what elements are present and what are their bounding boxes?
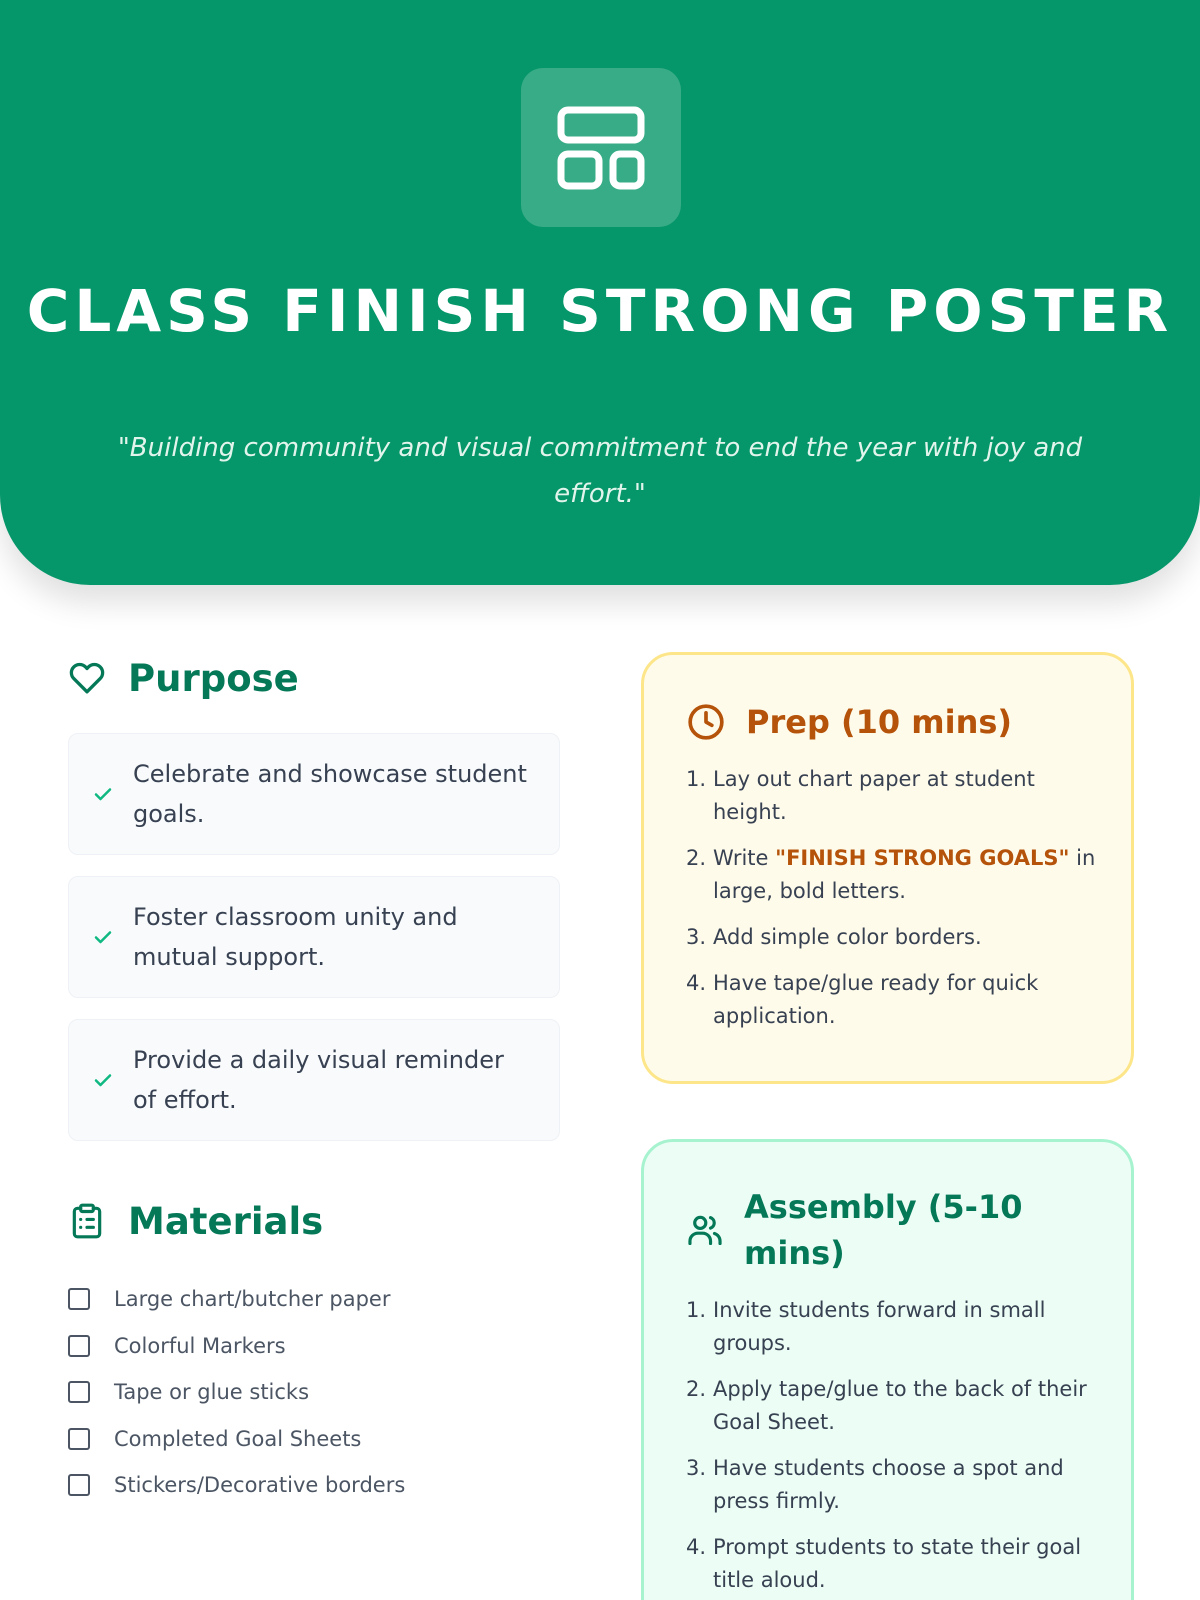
heart-icon <box>68 660 106 696</box>
purpose-item <box>68 1019 560 1141</box>
step-number: 2. <box>686 846 707 870</box>
layout-icon <box>555 102 647 194</box>
step-text <box>713 842 1097 908</box>
list-item <box>686 1294 1097 1360</box>
list-item[interactable] <box>68 1369 568 1416</box>
purpose-heading <box>68 652 299 704</box>
purpose-title: Purpose <box>128 656 299 700</box>
purpose-item-text: Foster classroom unity and mutual support. <box>133 903 458 971</box>
step-number: 3. <box>686 925 707 949</box>
checkbox[interactable] <box>68 1335 90 1357</box>
step-number: 2. <box>686 1377 707 1401</box>
materials-title: Materials <box>128 1199 324 1243</box>
step-text: Have tape/glue ready for quick application. <box>713 971 1039 1028</box>
material-label: Tape or glue sticks <box>114 1380 310 1405</box>
clipboard-icon <box>68 1202 106 1240</box>
purpose-item-text: Celebrate and showcase student goals. <box>133 760 527 828</box>
purpose-item <box>68 876 560 998</box>
materials-list <box>68 1276 568 1509</box>
step-number: 1. <box>686 767 707 791</box>
assembly-card <box>641 1139 1134 1600</box>
list-item[interactable] <box>68 1416 568 1463</box>
page-subtitle: "Building community and visual commitment to end the year with joy and effort." <box>117 433 1083 509</box>
step-text: Add simple color borders. <box>713 925 982 949</box>
check-icon <box>91 925 115 949</box>
step-highlight: "FINISH STRONG GOALS" <box>775 846 1070 870</box>
list-item[interactable] <box>68 1276 568 1323</box>
logo-badge <box>521 68 681 227</box>
list-item <box>686 967 1097 1033</box>
material-label: Large chart/butcher paper <box>114 1287 391 1312</box>
material-label: Stickers/Decorative borders <box>114 1473 406 1498</box>
material-label: Completed Goal Sheets <box>114 1426 362 1451</box>
list-item <box>686 842 1097 908</box>
list-item <box>686 763 1097 829</box>
list-item <box>686 1531 1097 1597</box>
step-number: 4. <box>686 971 707 995</box>
check-icon <box>91 782 115 806</box>
step-number: 3. <box>686 1456 707 1480</box>
step-text: Prompt students to state their goal title aloud. <box>713 1535 1082 1592</box>
prep-heading <box>686 699 1097 745</box>
assembly-heading <box>686 1184 1097 1276</box>
materials-heading <box>68 1195 323 1247</box>
step-number: 4. <box>686 1535 707 1559</box>
assembly-title: Assembly (5-10 mins) <box>744 1188 1023 1272</box>
purpose-item <box>68 733 560 855</box>
checkbox[interactable] <box>68 1288 90 1310</box>
step-text: Invite students forward in small groups. <box>713 1298 1046 1355</box>
list-item[interactable] <box>68 1462 568 1509</box>
checkbox[interactable] <box>68 1474 90 1496</box>
prep-card <box>641 652 1134 1084</box>
list-item <box>686 921 1097 954</box>
step-text-after: in large, bold letters. <box>713 846 1096 903</box>
prep-title: Prep (10 mins) <box>746 703 1013 741</box>
step-number: 1. <box>686 1298 707 1322</box>
list-item <box>686 1452 1097 1518</box>
checkbox[interactable] <box>68 1428 90 1450</box>
list-item <box>686 1373 1097 1439</box>
page-title: CLASS FINISH STRONG POSTER <box>26 277 1174 345</box>
purpose-item-text: Provide a daily visual reminder of effort. <box>133 1046 504 1114</box>
material-label: Colorful Markers <box>114 1333 286 1358</box>
clock-icon <box>686 702 726 742</box>
step-text: Have students choose a spot and press firmly. <box>713 1456 1064 1513</box>
step-text-before: Write <box>713 846 776 870</box>
list-item[interactable] <box>68 1323 568 1370</box>
checkbox[interactable] <box>68 1381 90 1403</box>
assembly-steps <box>686 1294 1097 1597</box>
step-text: Apply tape/glue to the back of their Goal Sheet. <box>713 1377 1087 1434</box>
header-banner <box>0 0 1200 585</box>
step-text: Lay out chart paper at student height. <box>713 767 1035 824</box>
check-icon <box>91 1068 115 1092</box>
prep-steps <box>686 763 1097 1033</box>
users-icon <box>686 1211 724 1249</box>
